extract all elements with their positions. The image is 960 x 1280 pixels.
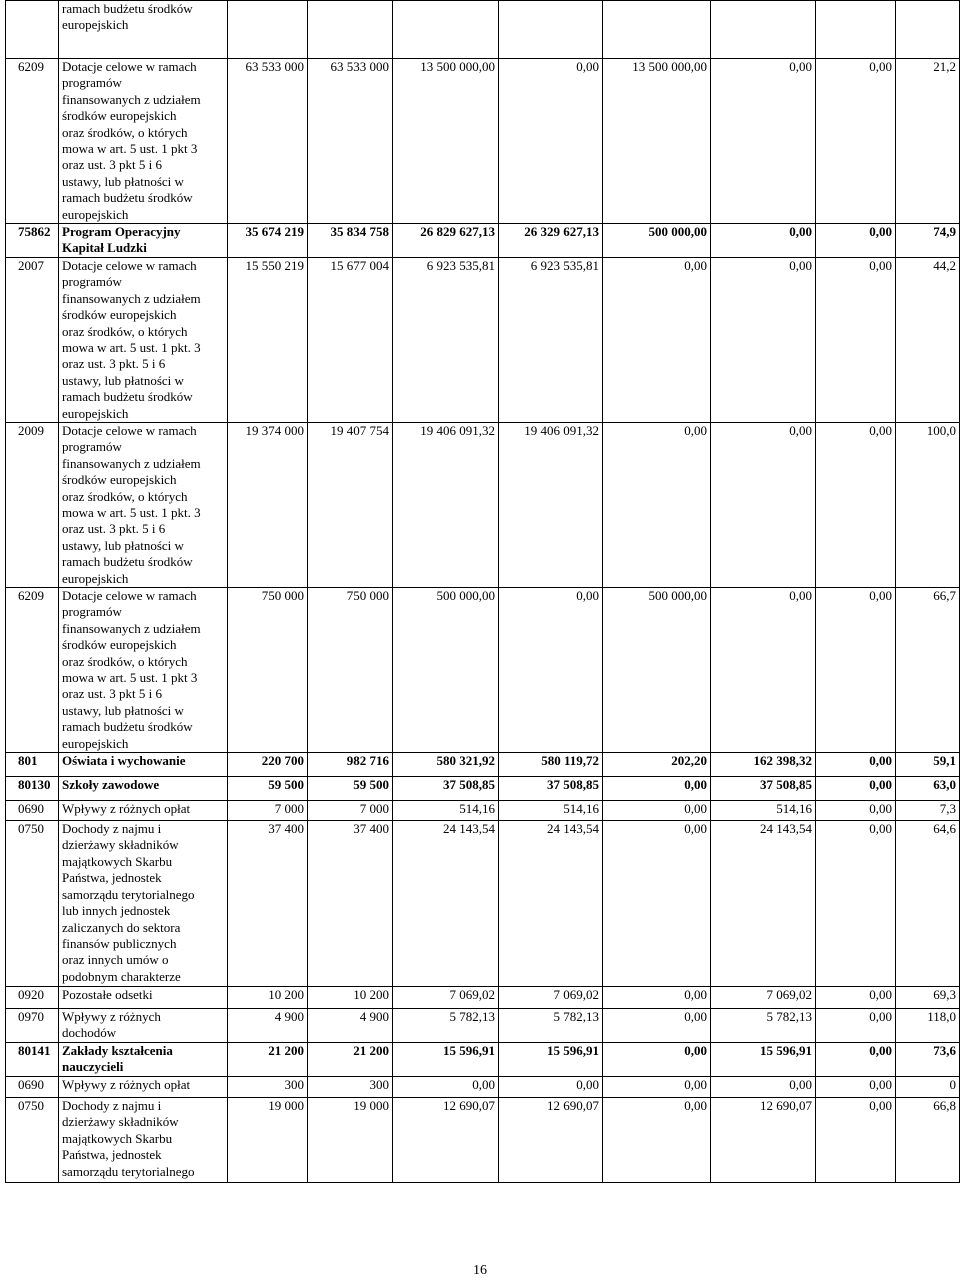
row-value-6: 5 782,13 bbox=[711, 1009, 816, 1043]
row-value-8: 59,1 bbox=[896, 753, 960, 777]
table-row bbox=[6, 1077, 960, 1098]
row-name: Szkoły zawodowe bbox=[59, 777, 228, 801]
table-row bbox=[6, 987, 960, 1009]
row-value-6: 162 398,32 bbox=[711, 753, 816, 777]
row-value-1: 300 bbox=[228, 1077, 308, 1098]
row-code: 6209 bbox=[6, 59, 59, 224]
table-row bbox=[6, 777, 960, 801]
row-code: 80130 bbox=[6, 777, 59, 801]
row-value-6: 0,00 bbox=[711, 588, 816, 753]
row-value-8: 7,3 bbox=[896, 801, 960, 821]
budget-table bbox=[5, 0, 960, 1183]
table-row bbox=[6, 1009, 960, 1043]
table-row bbox=[6, 1, 960, 59]
row-code: 80141 bbox=[6, 1043, 59, 1077]
row-value-8: 74,9 bbox=[896, 224, 960, 258]
row-value-7: 0,00 bbox=[816, 821, 896, 987]
row-value-1: 750 000 bbox=[228, 588, 308, 753]
row-value-1: 7 000 bbox=[228, 801, 308, 821]
row-value-2: 750 000 bbox=[308, 588, 393, 753]
row-value-8: 118,0 bbox=[896, 1009, 960, 1043]
row-value-5: 500 000,00 bbox=[603, 588, 711, 753]
row-value-8: 64,6 bbox=[896, 821, 960, 987]
row-value-8: 73,6 bbox=[896, 1043, 960, 1077]
row-value-3: 6 923 535,81 bbox=[393, 257, 499, 422]
row-value-2: 10 200 bbox=[308, 987, 393, 1009]
table-row bbox=[6, 588, 960, 753]
row-value-2: 35 834 758 bbox=[308, 224, 393, 258]
row-value-8 bbox=[896, 1, 960, 59]
row-value-3: 24 143,54 bbox=[393, 821, 499, 987]
row-value-8: 66,7 bbox=[896, 588, 960, 753]
row-value-2: 63 533 000 bbox=[308, 59, 393, 224]
row-value-1: 21 200 bbox=[228, 1043, 308, 1077]
row-value-5: 0,00 bbox=[603, 257, 711, 422]
row-value-1: 59 500 bbox=[228, 777, 308, 801]
row-name: Wpływy z różnych dochodów bbox=[59, 1009, 228, 1043]
row-name: Pozostałe odsetki bbox=[59, 987, 228, 1009]
row-value-7: 0,00 bbox=[816, 59, 896, 224]
row-value-7: 0,00 bbox=[816, 1043, 896, 1077]
row-value-3: 514,16 bbox=[393, 801, 499, 821]
row-value-6: 37 508,85 bbox=[711, 777, 816, 801]
table-row bbox=[6, 1098, 960, 1183]
table-row bbox=[6, 257, 960, 422]
row-value-4: 514,16 bbox=[499, 801, 603, 821]
row-value-3: 0,00 bbox=[393, 1077, 499, 1098]
row-value-6: 0,00 bbox=[711, 224, 816, 258]
row-value-2 bbox=[308, 1, 393, 59]
row-code: 0920 bbox=[6, 987, 59, 1009]
row-code: 0690 bbox=[6, 801, 59, 821]
row-value-4: 19 406 091,32 bbox=[499, 422, 603, 587]
row-value-5: 0,00 bbox=[603, 821, 711, 987]
table-row bbox=[6, 821, 960, 987]
row-value-6: 0,00 bbox=[711, 59, 816, 224]
row-value-7: 0,00 bbox=[816, 1077, 896, 1098]
row-name: Dochody z najmu i dzierżawy składników majątkowych Skarbu Państwa, jednostek samorządu terytorialnego bbox=[59, 1098, 228, 1183]
row-value-4: 580 119,72 bbox=[499, 753, 603, 777]
row-name: Dotacje celowe w ramach programów finansowanych z udziałem środków europejskich oraz środków, o których mowa w art. 5 ust. 1 pkt 3 oraz ust. 3 pkt 5 i 6 ustawy, lub płatności w ramach budżetu środków europejskich bbox=[59, 59, 228, 224]
row-value-1: 19 374 000 bbox=[228, 422, 308, 587]
row-name: Wpływy z różnych opłat bbox=[59, 801, 228, 821]
row-value-4: 24 143,54 bbox=[499, 821, 603, 987]
row-value-6: 15 596,91 bbox=[711, 1043, 816, 1077]
table-row bbox=[6, 59, 960, 224]
row-value-7: 0,00 bbox=[816, 422, 896, 587]
row-name: ramach budżetu środków europejskich bbox=[59, 1, 228, 59]
row-value-3 bbox=[393, 1, 499, 59]
row-value-4: 12 690,07 bbox=[499, 1098, 603, 1183]
row-value-2: 19 407 754 bbox=[308, 422, 393, 587]
row-value-4: 0,00 bbox=[499, 59, 603, 224]
row-code: 0750 bbox=[6, 1098, 59, 1183]
row-value-6: 7 069,02 bbox=[711, 987, 816, 1009]
row-code: 801 bbox=[6, 753, 59, 777]
table-body bbox=[6, 1, 960, 1183]
table-row bbox=[6, 753, 960, 777]
row-code: 75862 bbox=[6, 224, 59, 258]
row-value-5: 0,00 bbox=[603, 987, 711, 1009]
row-value-5: 0,00 bbox=[603, 1009, 711, 1043]
row-code: 6209 bbox=[6, 588, 59, 753]
row-value-7: 0,00 bbox=[816, 257, 896, 422]
row-value-7: 0,00 bbox=[816, 987, 896, 1009]
table-row bbox=[6, 1043, 960, 1077]
row-value-1: 19 000 bbox=[228, 1098, 308, 1183]
row-value-3: 26 829 627,13 bbox=[393, 224, 499, 258]
row-value-6: 12 690,07 bbox=[711, 1098, 816, 1183]
row-value-8: 69,3 bbox=[896, 987, 960, 1009]
row-value-4: 6 923 535,81 bbox=[499, 257, 603, 422]
row-value-2: 19 000 bbox=[308, 1098, 393, 1183]
row-value-3: 500 000,00 bbox=[393, 588, 499, 753]
row-value-5: 202,20 bbox=[603, 753, 711, 777]
row-value-1: 37 400 bbox=[228, 821, 308, 987]
table-row bbox=[6, 801, 960, 821]
row-code: 2009 bbox=[6, 422, 59, 587]
row-value-5 bbox=[603, 1, 711, 59]
row-value-5: 0,00 bbox=[603, 1098, 711, 1183]
row-value-1: 15 550 219 bbox=[228, 257, 308, 422]
row-value-5: 0,00 bbox=[603, 801, 711, 821]
row-value-1: 10 200 bbox=[228, 987, 308, 1009]
row-value-3: 19 406 091,32 bbox=[393, 422, 499, 587]
row-name: Dotacje celowe w ramach programów finansowanych z udziałem środków europejskich oraz środków, o których mowa w art. 5 ust. 1 pkt. 3 oraz ust. 3 pkt. 5 i 6 ustawy, lub płatności w ramach budżetu środków europejskich bbox=[59, 422, 228, 587]
row-value-2: 59 500 bbox=[308, 777, 393, 801]
row-name: Dotacje celowe w ramach programów finansowanych z udziałem środków europejskich oraz środków, o których mowa w art. 5 ust. 1 pkt. 3 oraz ust. 3 pkt. 5 i 6 ustawy, lub płatności w ramach budżetu środków europejskich bbox=[59, 257, 228, 422]
row-value-4: 0,00 bbox=[499, 588, 603, 753]
row-value-7: 0,00 bbox=[816, 1098, 896, 1183]
row-name: Dochody z najmu i dzierżawy składników majątkowych Skarbu Państwa, jednostek samorządu terytorialnego lub innych jednostek zaliczanych do sektora finansów publicznych oraz innych umów o podobnym charakterze bbox=[59, 821, 228, 987]
row-value-4 bbox=[499, 1, 603, 59]
row-value-1: 220 700 bbox=[228, 753, 308, 777]
page-number: 16 bbox=[473, 1263, 487, 1278]
row-value-2: 21 200 bbox=[308, 1043, 393, 1077]
row-value-4: 15 596,91 bbox=[499, 1043, 603, 1077]
row-value-4: 26 329 627,13 bbox=[499, 224, 603, 258]
row-value-5: 0,00 bbox=[603, 777, 711, 801]
row-value-5: 13 500 000,00 bbox=[603, 59, 711, 224]
table-row bbox=[6, 422, 960, 587]
row-value-1: 63 533 000 bbox=[228, 59, 308, 224]
row-value-4: 0,00 bbox=[499, 1077, 603, 1098]
row-name: Program Operacyjny Kapitał Ludzki bbox=[59, 224, 228, 258]
row-value-2: 4 900 bbox=[308, 1009, 393, 1043]
row-value-3: 15 596,91 bbox=[393, 1043, 499, 1077]
row-value-1: 35 674 219 bbox=[228, 224, 308, 258]
row-value-7: 0,00 bbox=[816, 588, 896, 753]
row-value-8: 63,0 bbox=[896, 777, 960, 801]
row-value-8: 0 bbox=[896, 1077, 960, 1098]
row-value-2: 982 716 bbox=[308, 753, 393, 777]
row-value-4: 5 782,13 bbox=[499, 1009, 603, 1043]
row-value-1: 4 900 bbox=[228, 1009, 308, 1043]
row-value-4: 37 508,85 bbox=[499, 777, 603, 801]
row-value-7: 0,00 bbox=[816, 777, 896, 801]
row-value-8: 66,8 bbox=[896, 1098, 960, 1183]
row-value-7: 0,00 bbox=[816, 753, 896, 777]
row-value-8: 44,2 bbox=[896, 257, 960, 422]
row-value-7: 0,00 bbox=[816, 1009, 896, 1043]
row-value-2: 7 000 bbox=[308, 801, 393, 821]
row-code: 2007 bbox=[6, 257, 59, 422]
row-name: Dotacje celowe w ramach programów finansowanych z udziałem środków europejskich oraz środków, o których mowa w art. 5 ust. 1 pkt 3 oraz ust. 3 pkt 5 i 6 ustawy, lub płatności w ramach budżetu środków europejskich bbox=[59, 588, 228, 753]
row-code bbox=[6, 1, 59, 59]
row-code: 0750 bbox=[6, 821, 59, 987]
row-value-3: 580 321,92 bbox=[393, 753, 499, 777]
row-value-7: 0,00 bbox=[816, 224, 896, 258]
row-value-4: 7 069,02 bbox=[499, 987, 603, 1009]
row-value-6: 0,00 bbox=[711, 422, 816, 587]
row-value-5: 0,00 bbox=[603, 1043, 711, 1077]
row-value-6 bbox=[711, 1, 816, 59]
row-value-1 bbox=[228, 1, 308, 59]
table-row bbox=[6, 224, 960, 258]
row-value-5: 0,00 bbox=[603, 422, 711, 587]
row-value-3: 7 069,02 bbox=[393, 987, 499, 1009]
row-value-7: 0,00 bbox=[816, 801, 896, 821]
row-value-2: 300 bbox=[308, 1077, 393, 1098]
row-code: 0690 bbox=[6, 1077, 59, 1098]
row-value-8: 21,2 bbox=[896, 59, 960, 224]
row-name: Wpływy z różnych opłat bbox=[59, 1077, 228, 1098]
row-value-8: 100,0 bbox=[896, 422, 960, 587]
row-value-6: 24 143,54 bbox=[711, 821, 816, 987]
row-value-2: 15 677 004 bbox=[308, 257, 393, 422]
row-value-5: 500 000,00 bbox=[603, 224, 711, 258]
row-value-3: 37 508,85 bbox=[393, 777, 499, 801]
row-value-6: 0,00 bbox=[711, 1077, 816, 1098]
row-value-2: 37 400 bbox=[308, 821, 393, 987]
row-value-7 bbox=[816, 1, 896, 59]
row-value-3: 5 782,13 bbox=[393, 1009, 499, 1043]
row-value-5: 0,00 bbox=[603, 1077, 711, 1098]
row-value-6: 0,00 bbox=[711, 257, 816, 422]
row-value-3: 12 690,07 bbox=[393, 1098, 499, 1183]
row-code: 0970 bbox=[6, 1009, 59, 1043]
row-name: Oświata i wychowanie bbox=[59, 753, 228, 777]
row-value-3: 13 500 000,00 bbox=[393, 59, 499, 224]
row-value-6: 514,16 bbox=[711, 801, 816, 821]
row-name: Zakłady kształcenia nauczycieli bbox=[59, 1043, 228, 1077]
